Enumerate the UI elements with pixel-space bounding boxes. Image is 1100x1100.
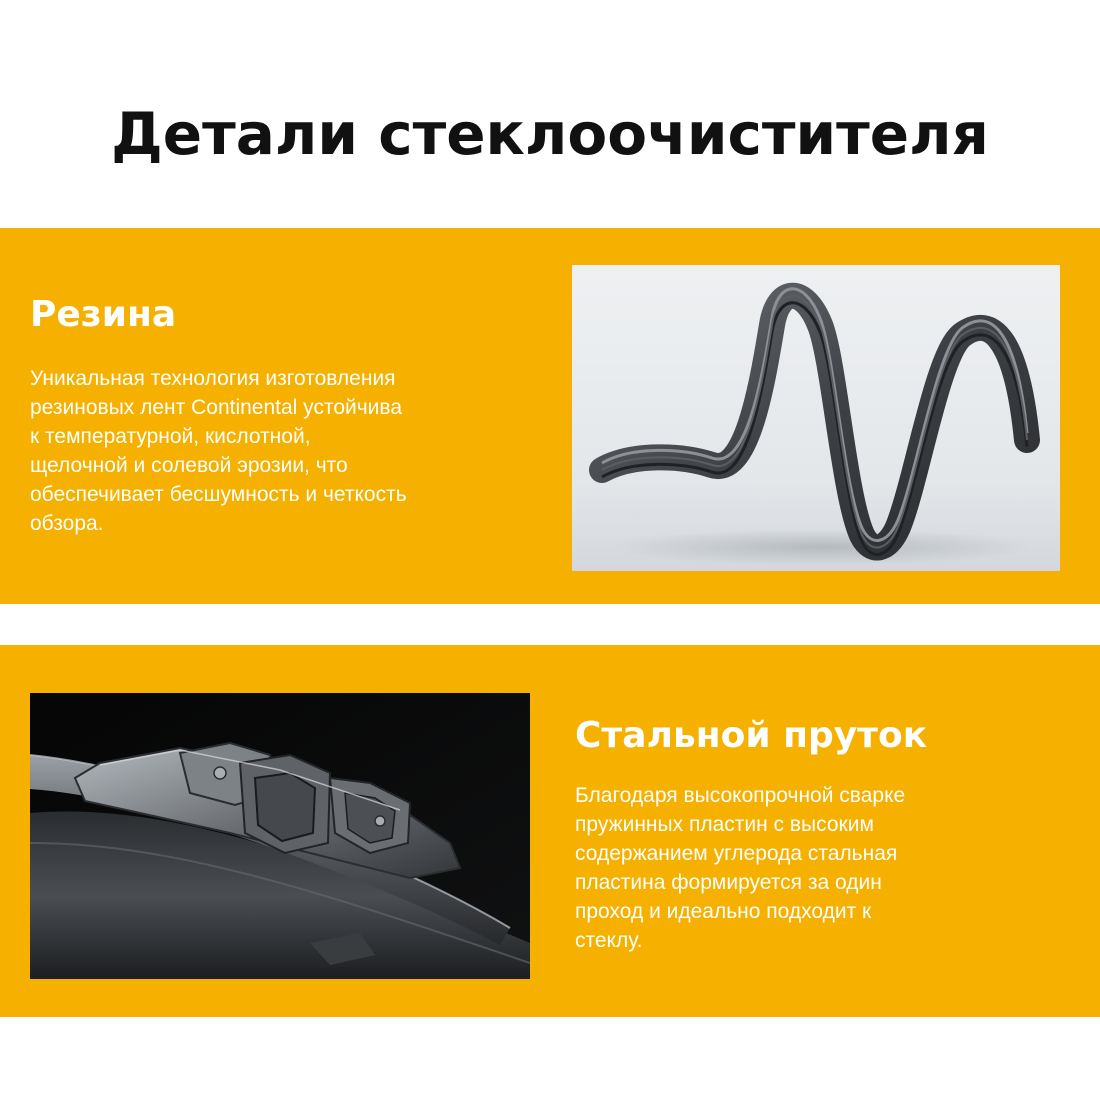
rubber-description-line: к температурной, кислотной,: [30, 425, 311, 448]
steel-panel: [0, 645, 1100, 1017]
rubber-heading: Резина: [30, 294, 177, 335]
steel-heading: Стальной пруток: [575, 715, 928, 756]
steel-description-line: проход и идеально подходит к: [575, 900, 872, 923]
steel-description: [575, 781, 1015, 955]
wiper-blade-connector-icon: [30, 693, 530, 979]
rubber-description: [30, 364, 530, 538]
rubber-strip-spiral-icon: [572, 265, 1060, 571]
steel-description-line: пружинных пластин с высоким: [575, 813, 874, 836]
steel-description-line: Благодаря высокопрочной сварке: [575, 784, 906, 807]
steel-description-line: пластина формируется за один: [575, 871, 882, 894]
steel-description-line: стеклу.: [575, 929, 643, 952]
rubber-description-line: Уникальная технология изготовления: [30, 367, 396, 390]
page-title: Детали стеклоочистителя: [111, 100, 989, 168]
rubber-panel: [0, 228, 1100, 604]
steel-description-line: содержанием углерода стальная: [575, 842, 898, 865]
rubber-description-line: обеспечивает бесшумность и четкость: [30, 483, 407, 506]
rubber-description-line: обзора.: [30, 512, 104, 535]
rubber-description-line: щелочной и солевой эрозии, что: [30, 454, 348, 477]
rubber-description-line: резиновых лент Continental устойчива: [30, 396, 403, 419]
